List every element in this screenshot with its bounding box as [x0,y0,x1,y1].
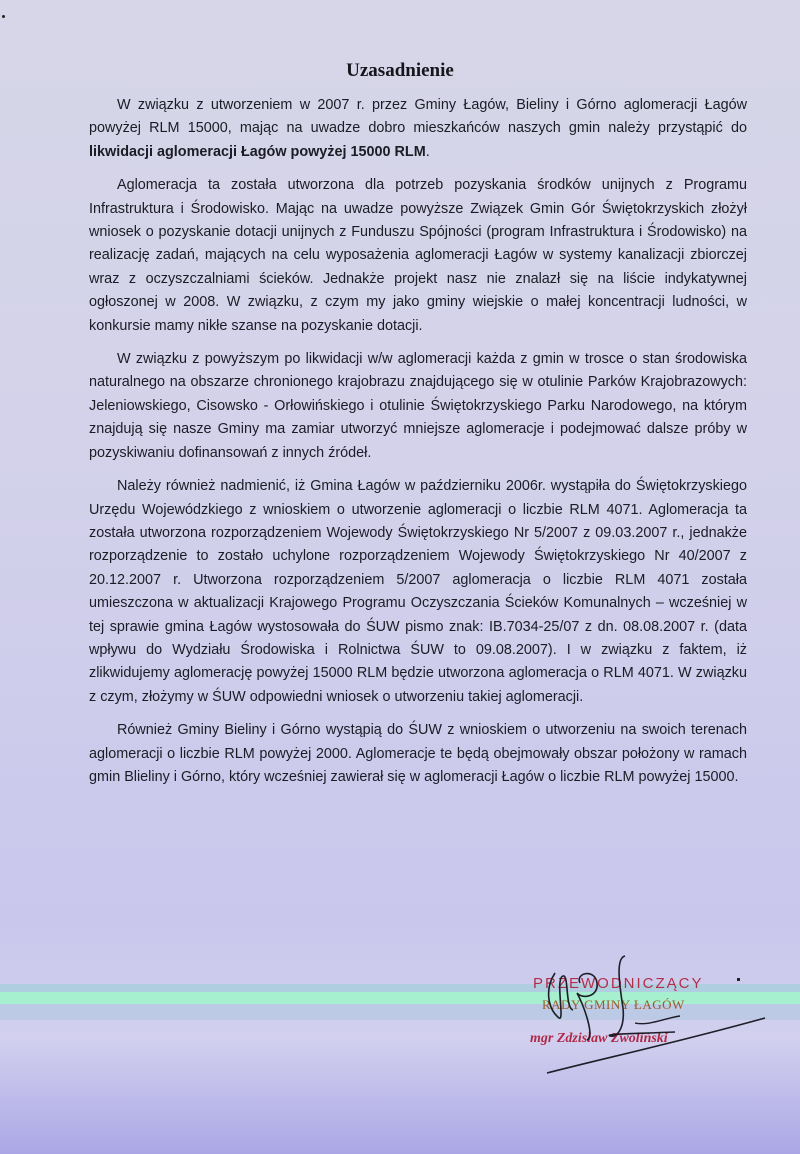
paragraph-3: W związku z powyższym po likwidacji w/w aglomeracji każda z gmin w trosce o stan środowiska naturalnego na obszarze chronionego krajobrazu znajdującego się w otulinie Parków Krajobrazowych: Jeleniowskiego, Cisowsko - Orłowińskiego i otulinie Świętokrzyskiego Parku Narodowego, na którym znajdują się nasze Gminy ma zamiar utworzyć mniejsze aglomeracje i podejmować dalsze próby w pozyskiwaniu dofinansowań z innych źródeł. [89,351,747,461]
paragraph-1 [89,94,747,164]
document-title: Uzasadnienie [346,60,454,81]
paragraph-1-end: . [425,143,430,160]
paragraph-4: Należy również nadmienić, iż Gmina Łagów w październiku 2006r. wystąpiła do Świętokrzyskiego Urzędu Wojewódzkiego z wnioskiem o utworzenie aglomeracji o liczbie RLM 4071. Aglomeracja ta została utworzona rozporządzeniem Wojewody Świętokrzyskiego Nr 5/2007 z 09.03.2007 r., jednakże rozporządzenie to zostało uchylone rozporządzeniem Wojewody Świętokrzyskiego Nr 40/2007 z 20.12.2007 r. Utworzona rozporządzeniem 5/2007 aglomeracja o liczbie RLM 4071 została umieszczona w aktualizacji Krajowego Programu Oczyszczania Ścieków Komunalnych – wcześniej w tej sprawie gmina Łagów wystosowała do ŚUW pismo znak: IB.7034-25/07 z dn. 08.08.2007 r. (data wpływu do Wydziału Środowiska i Rolnictwa ŚUW to 09.08.2007). I w związku z faktem, iż zlikwidujemy aglomerację powyżej 15000 RLM będzie utworzona aglomeracja o RLM 4071. W związku z czym, złożymy w ŚUW odpowiedni wniosek o utworzeniu takiej aglomeracji. [89,478,747,705]
ink-dot [737,978,740,981]
scan-speck [2,15,5,18]
stamp-title: PRZEWODNICZĄCY [533,975,704,992]
stamp-name: mgr Zdzisław Zwoliński [530,1031,668,1046]
paragraph-2: Aglomeracja ta została utworzona dla potrzeb pozyskania środków unijnych z Programu Infrastruktura i Środowisko. Mając na uwadze powyższe Związek Gmin Gór Świętokrzyskich złożył wniosek o pozyskanie dotacji unijnych z Funduszu Spójności (program Infrastruktura i Środowisko) na realizację zadań, mających na celu wyposażenia aglomeracji Łagów w systemy kanalizacji zbiorczej wraz z oczyszczalniami ścieków. Jednakże projekt nasz nie znalazł się na liście indykatywnej ogłoszonej w 2008. W związku, z czym my jako gminy wiejskie o małej koncentracji ludności, w konkursie mamy nikłe szanse na pozyskanie dotacji. [89,177,747,334]
document-body [89,94,747,799]
paragraph-1-text: W związku z utworzeniem w 2007 r. przez Gminy Łagów, Bieliny i Górno aglomeracji Łagów powyżej RLM 15000, mając na uwadze dobro mieszkańców naszych gmin należy przystąpić do [89,97,747,137]
stamp-council: RADY GMINY ŁAGÓW [542,997,685,1012]
paragraph-5: Również Gminy Bieliny i Górno wystąpią do ŚUW z wnioskiem o utworzeniu na swoich terenach aglomeracji o liczbie RLM powyżej 2000. Aglomeracje te będą obejmowały obszar położony w ramach gmin Blieliny i Górno, który wcześniej zawierał się w aglomeracji Łagów o liczbie RLM powyżej 15000. [89,722,747,785]
handwritten-signature [525,948,785,1078]
paragraph-1-bold: likwidacji aglomeracji Łagów powyżej 15000 RLM [89,143,426,160]
